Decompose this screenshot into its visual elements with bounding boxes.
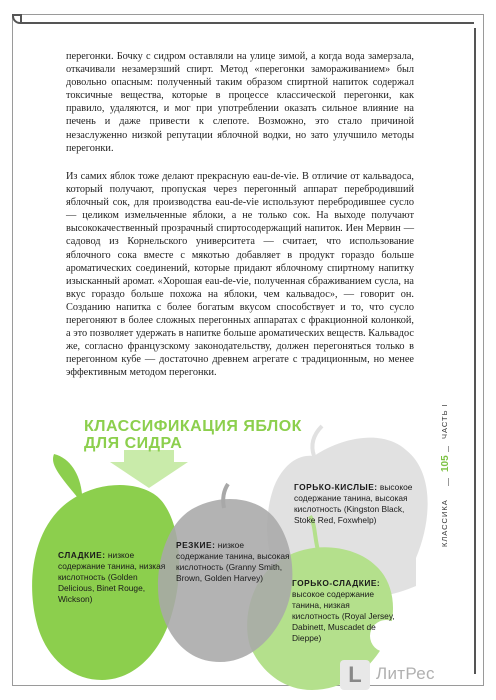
body-paragraph-2 (66, 170, 414, 380)
label-bittersweet (292, 578, 396, 644)
infographic-title-line: КЛАССИФИКАЦИЯ ЯБЛОК (84, 418, 302, 435)
label-sharp (176, 540, 292, 584)
litres-watermark (340, 654, 490, 696)
litres-logo-icon: L (340, 660, 370, 690)
infographic-title-line: ДЛЯ СИДРА (84, 435, 183, 452)
bittersharp-apple-stem (312, 426, 322, 456)
category-name: РЕЗКИЕ: (176, 540, 216, 550)
category-name: СЛАДКИЕ: (58, 550, 106, 560)
category-description: высокое содержание танина, низкая кислотность (Royal Jersey, Dabinett, Muscadet de Dieppe) (292, 589, 395, 643)
category-name: ГОРЬКО-СЛАДКИЕ: (292, 578, 381, 588)
infographic-title (84, 418, 302, 452)
label-sweet (58, 550, 170, 605)
paragraph-text: перегонки. Бочку с сидром оставляли на улице зимой, а когда вода замерзала, откачивали незамерзший спирт. Метод «перегонки замораживанием» был довольно опасным: полученный таким образом спиртной напиток содержал токсичные вещества, которые в процессе классической перегонки, как правило, удаляются, и мог при употреблении оказать сильное влияние на печень и даже привести к слепоте. Возможно, это стало причиной незаслуженно низкой репутации яблочной водки, но зато улучшило методы перегонки. (66, 51, 414, 154)
label-bittersharp (294, 482, 422, 526)
category-description: высокое содержание танина, высокая кислотность (Kingston Black, Stoke Red, Foxwhelp) (294, 482, 413, 525)
part-label: ЧАСТЬ I (440, 403, 449, 439)
apple-classification-infographic (14, 408, 454, 693)
litres-wordmark: ЛитРес (376, 664, 435, 683)
sweet-apple-leaf (53, 454, 82, 498)
page-number: 105 (440, 455, 451, 473)
category-name: ГОРЬКО-КИСЛЫЕ: (294, 482, 378, 492)
section-label: КЛАССИКА (440, 499, 449, 547)
paragraph-text: Из самих яблок тоже делают прекрасную eau-de-vie. В отличие от кальвадоса, который получают, пропуская через перегонный аппарат перебродивший яблочный сок, для производства eau-de-vie используют перебродившее сусло — целиком измельченные яблоки, а не только сок. На выходе получают высококачественный прозрачный спиртосодержащий напиток. Иен Мервин — садовод из Корнельского университета — считает, что использование яблочного сока вместе с мякотью добавляет в продукт гораздо больше ароматических соединений, которые придают яблочному спиртному напитку изысканный аромат. «Хорошая eau-de-vie, полученная сбраживанием сусла, на вкус гораздо больше похожа на яблоки, чем кальвадос», — говорит он. Созданию напитка с более богатым вкусом способствует и то, что сусло перегоняют в более сложных перегонных аппаратах с фракционной колонкой, а это позволяет удержать в напитке больше ароматических веществ. Кальвадос же, согласно французскому законодательству, должен перегоняться только в перегонном кубе — достаточно древнем агрегате с традиционным, но менее эффективным методом перегонки. (66, 171, 414, 379)
category-description: низкое содержание танина, высокая кислотность (Granny Smith, Brown, Golden Harvey) (176, 540, 290, 583)
frame-top-rule (20, 22, 474, 24)
title-arrow (110, 450, 188, 488)
category-description: низкое содержание танина, низкая кислотность (Golden Delicious, Binet Rouge, Wickson) (58, 550, 166, 604)
frame-right-rule (474, 28, 476, 674)
body-paragraph-1 (66, 50, 414, 155)
